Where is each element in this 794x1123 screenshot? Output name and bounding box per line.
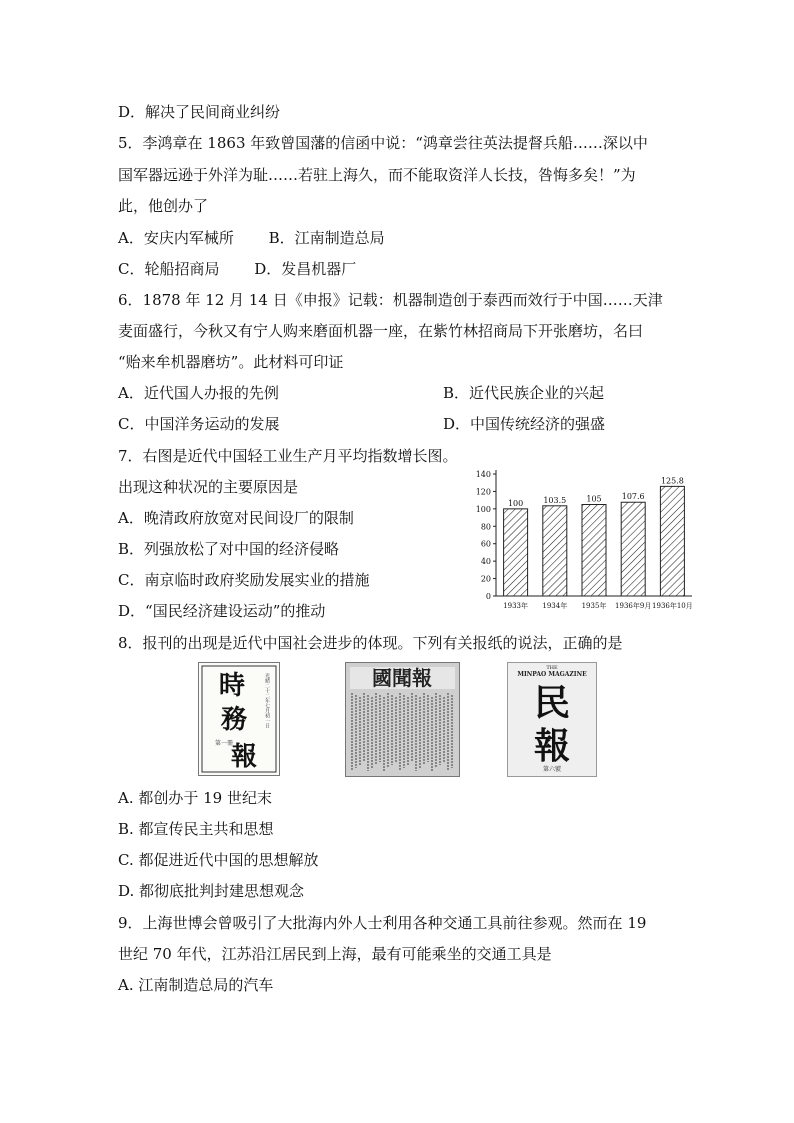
minbao-char-1: 民 [533,682,571,724]
q4-option-d: D．解决了民间商业纠纷 [118,103,281,121]
y-tick-label: 80 [480,522,491,532]
x-tick-label: 1936年10月 [652,602,693,610]
y-tick-label: 140 [475,470,491,479]
q6-option-c: C．中国洋务运动的发展 [118,415,280,433]
x-tick-label: 1934年 [542,602,568,610]
y-tick-label: 0 [485,592,491,601]
q9-stem-line2: 世纪 70 年代，江苏沿江居民到上海，最有可能乘坐的交通工具是 [118,945,552,963]
q7-option-a: A．晚清政府放宽对民间设厂的限制 [118,509,354,527]
bar-value-label: 107.6 [621,492,645,502]
shiwubao-side-text: 光緒二十二年七月初一日 [264,673,270,728]
q7-stem-line1: 7．右图是近代中国轻工业生产月平均指数增长图。 [118,447,458,465]
q6-stem-line2: 麦面盛行，今秋又有宁人购来磨面机器一座，在紫竹林招商局下开张磨坊，名曰 [118,322,644,340]
y-tick-label: 100 [475,504,491,514]
shiwubao-char-1: 時 [218,671,246,701]
x-tick-label: 1933年 [503,602,529,610]
bar [543,506,567,596]
minbao-en-the: THE [546,665,558,671]
bar-value-label: 103.5 [543,495,567,505]
q8-option-b: B. 都宣传民主共和思想 [118,820,274,838]
q8-option-c: C. 都促进近代中国的思想解放 [118,851,319,869]
q6-stem-line1: 6．1878 年 12 月 14 日《申报》记载：机器制造创于泰西而效行于中国……天津 [118,291,663,309]
q9-option-a: A. 江南制造总局的汽车 [118,976,274,994]
bar [660,486,684,596]
q6-option-b: B．近代民族企业的兴起 [443,384,605,402]
q6-stem-line3: “贻来牟机器磨坊”。此材料可印证 [118,353,344,371]
shiwubao-image [198,662,280,776]
x-tick-label: 1936年9月 [615,602,652,610]
q8-option-a: A. 都创办于 19 世纪末 [118,789,272,807]
shiwubao-char-3: 報 [230,742,258,772]
q8-option-d: D. 都彻底批判封建思想观念 [118,882,305,900]
q5-stem-line3: 此，他创办了 [118,197,209,215]
y-tick-label: 40 [480,557,491,567]
q8-stem: 8．报刊的出现是近代中国社会进步的体现。下列有关报纸的说法，正确的是 [118,634,623,652]
bar-value-label: 100 [507,498,524,508]
bar [621,502,645,596]
y-tick-label: 120 [475,487,491,497]
q5-options-cd: C．轮船招商局 D．发昌机器厂 [118,260,357,278]
guowenbao-image [345,662,460,777]
guowenbao-title: 國聞報 [372,666,432,690]
q7-option-d: D．“国民经济建设运动”的推动 [118,602,326,620]
q7-option-b: B．列强放松了对中国的经济侵略 [118,540,340,558]
minbao-en-title: MINPAO MAGAZINE [517,671,587,678]
q6-option-a: A．近代国人办报的先例 [118,384,279,402]
bar-value-label: 105 [586,494,602,504]
q7-option-c: C．南京临时政府奖励发展实业的措施 [118,571,370,589]
q5-options-ab: A．安庆内军械所 B．江南制造总局 [118,229,385,247]
bar [504,509,528,596]
q5-stem-line2: 国军器远逊于外洋为耻……若驻上海久，而不能取资洋人长技，咎悔多矣！”为 [118,166,636,184]
minbao-image [507,662,597,777]
q6-option-d: D．中国传统经济的强盛 [443,415,606,433]
q5-stem-line1: 5．李鸿章在 1863 年致曾国藩的信函中说：“鸿章尝往英法提督兵船……深以中 [118,134,648,152]
y-tick-label: 60 [480,539,491,549]
bar [582,505,606,597]
x-tick-label: 1935年 [581,602,607,610]
minbao-char-2: 報 [533,725,571,767]
index-bar-chart [470,462,700,622]
shiwubao-char-2: 務 [220,705,248,735]
minbao-foot: 第六號 [542,766,562,773]
bar-value-label: 125.8 [660,476,684,486]
q9-stem-line1: 9．上海世博会曾吸引了大批海内外人士利用各种交通工具前往参观。然而在 19 [118,914,647,932]
y-tick-label: 20 [480,574,491,584]
shiwubao-foot-text: 第一冊 [215,740,234,747]
q7-stem-line2: 出现这种状况的主要原因是 [118,478,299,496]
